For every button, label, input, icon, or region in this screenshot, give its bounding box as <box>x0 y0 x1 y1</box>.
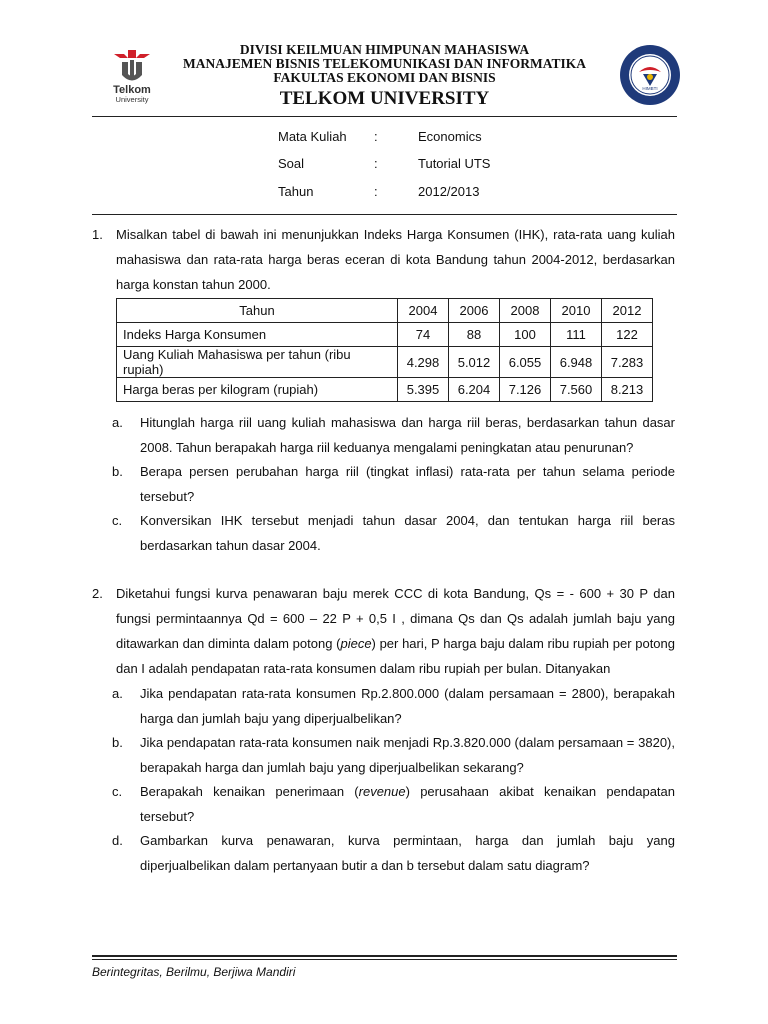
sub-text: Jika pendapatan rata-rata konsumen naik menjadi Rp.3.820.000 (dalam persamaan = 3820), berapakah harga dan jumlah baju yang diperjualbelikan sekarang? <box>140 735 675 775</box>
table-header-row <box>117 299 653 323</box>
letterhead-text <box>162 43 607 111</box>
table-cell: 74 <box>398 323 449 347</box>
table-cell: Harga beras per kilogram (rupiah) <box>117 378 398 402</box>
svg-text:Telkom: Telkom <box>113 84 151 96</box>
faculty-name: FAKULTAS EKONOMI DAN BISNIS <box>273 70 496 85</box>
table-header-cell: 2006 <box>449 299 500 323</box>
svg-text:University: University <box>115 95 149 104</box>
table-cell: 6.948 <box>551 347 602 378</box>
sub-italic-term: revenue <box>358 784 406 799</box>
question-2-sub-a <box>112 681 675 731</box>
question-2-text <box>116 581 675 681</box>
table-cell: Indeks Harga Konsumen <box>117 323 398 347</box>
sub-letter: c. <box>112 513 123 528</box>
telkom-university-logo <box>102 44 162 104</box>
sub-text: Jika pendapatan rata-rata konsumen Rp.2.800.000 (dalam persamaan = 2800), berapakah harga dan jumlah baju yang diperjualbelikan? <box>140 686 675 726</box>
meta-colon: : <box>374 184 378 199</box>
sub-text-part: ) perusahaan akibat kenaikan pendapatan tersebut? <box>140 784 675 824</box>
sub-letter: b. <box>112 735 123 750</box>
association-name: MANAJEMEN BISNIS TELEKOMUNIKASI DAN INFORMATIKA <box>182 56 587 71</box>
table-header-cell: 2010 <box>551 299 602 323</box>
table-cell: 6.055 <box>500 347 551 378</box>
sub-text-part: Berapakah kenaikan penerimaan ( <box>140 784 359 799</box>
sub-text <box>140 779 675 829</box>
table-cell: Uang Kuliah Mahasiswa per tahun (ribu rupiah) <box>117 347 398 378</box>
question-2-text-part: ) per hari, P harga baju dalam ribu rupiah per potong dan I adalah pendapatan rata-rata konsumen dalam ribu rupiah per bulan. Ditanyakan <box>116 636 675 676</box>
meta-label: Mata Kuliah <box>278 129 347 144</box>
table-row <box>117 378 653 402</box>
meta-colon: : <box>374 129 378 144</box>
division-name: DIVISI KEILMUAN HIMPUNAN MAHASISWA <box>239 42 530 57</box>
table-cell: 122 <box>602 323 653 347</box>
table-cell: 5.395 <box>398 378 449 402</box>
meta-colon: : <box>374 156 378 171</box>
meta-value: Tutorial UTS <box>418 156 491 171</box>
university-name: TELKOM UNIVERSITY <box>279 88 490 109</box>
question-1-text: Misalkan tabel di bawah ini menunjukkan Indeks Harga Konsumen (IHK), rata-rata uang kuliah mahasiswa dan rata-rata harga beras eceran di kota Bandung tahun 2004-2012, berdasarkan harga konstan tahun 2000. <box>116 227 675 292</box>
sub-letter: c. <box>112 784 123 799</box>
question-1-sub-c <box>112 508 675 558</box>
table-header-cell: 2008 <box>500 299 551 323</box>
table-cell: 7.126 <box>500 378 551 402</box>
sub-text: Berapa persen perubahan harga riil (tingkat inflasi) rata-rata per tahun selama periode tersebut? <box>140 464 675 504</box>
table-row <box>117 347 653 378</box>
table-header-cell: 2004 <box>398 299 449 323</box>
table-header-cell: Tahun <box>117 299 398 323</box>
table-cell: 88 <box>449 323 500 347</box>
table-cell: 7.283 <box>602 347 653 378</box>
meta-value: Economics <box>418 129 482 144</box>
meta-label: Tahun <box>278 184 314 199</box>
table-cell: 6.204 <box>449 378 500 402</box>
question-number: 1. <box>92 227 103 242</box>
table-cell: 7.560 <box>551 378 602 402</box>
table-cell: 4.298 <box>398 347 449 378</box>
footer-motto: Berintegritas, Berilmu, Berjiwa Mandiri <box>92 965 296 979</box>
footer-rule <box>92 955 677 957</box>
meta-label: Soal <box>278 156 305 171</box>
question-1-sub-b <box>112 459 675 509</box>
question-number: 2. <box>92 586 103 601</box>
ihk-table <box>116 298 653 402</box>
table-cell: 8.213 <box>602 378 653 402</box>
sub-letter: a. <box>112 415 123 430</box>
question-2-sub-b <box>112 730 675 780</box>
question-2-text-part: Diketahui fungsi kurva penawaran baju merek CCC di kota Bandung, Qs = - 600 + 30 P dan fungsi permintaannya Qd = 600 – 22 P + 0,5 I , dimana Qs dan Qs adalah jumlah baju yang ditawarkan dan diminta dalam potong ( <box>116 586 675 651</box>
sub-letter: a. <box>112 686 123 701</box>
meta-value: 2012/2013 <box>418 184 480 199</box>
table-cell: 5.012 <box>449 347 500 378</box>
question-2-sub-c <box>112 779 675 829</box>
question-1-sub-a <box>112 410 675 460</box>
table-cell: 111 <box>551 323 602 347</box>
sub-letter: b. <box>112 464 123 479</box>
sub-letter: d. <box>112 833 123 848</box>
table-cell: 100 <box>500 323 551 347</box>
himbti-seal-icon <box>619 44 681 106</box>
meta-rule <box>92 214 677 215</box>
question-2-sub-d <box>112 828 675 878</box>
table-row <box>117 323 653 347</box>
question-2-italic-term: piece <box>340 636 372 651</box>
letterhead <box>92 38 677 118</box>
footer-rule-thin <box>92 959 677 960</box>
sub-text: Konversikan IHK tersebut menjadi tahun dasar 2004, dan tentukan harga riil beras berdasarkan tahun dasar 2004. <box>140 513 675 553</box>
sub-text: Hitunglah harga riil uang kuliah mahasiswa dan harga riil beras, berdasarkan tahun dasar 2008. Tahun berapakah harga riil keduanya mengalami peningkatan atau penurunan? <box>140 415 675 455</box>
table-header-cell: 2012 <box>602 299 653 323</box>
svg-text:HIMBTI: HIMBTI <box>642 86 658 91</box>
sub-text: Gambarkan kurva penawaran, kurva permintaan, harga dan jumlah baju yang diperjualbelikan dalam pertanyaan butir a dan b tersebut dalam satu diagram? <box>140 833 675 873</box>
header-rule <box>92 116 677 117</box>
